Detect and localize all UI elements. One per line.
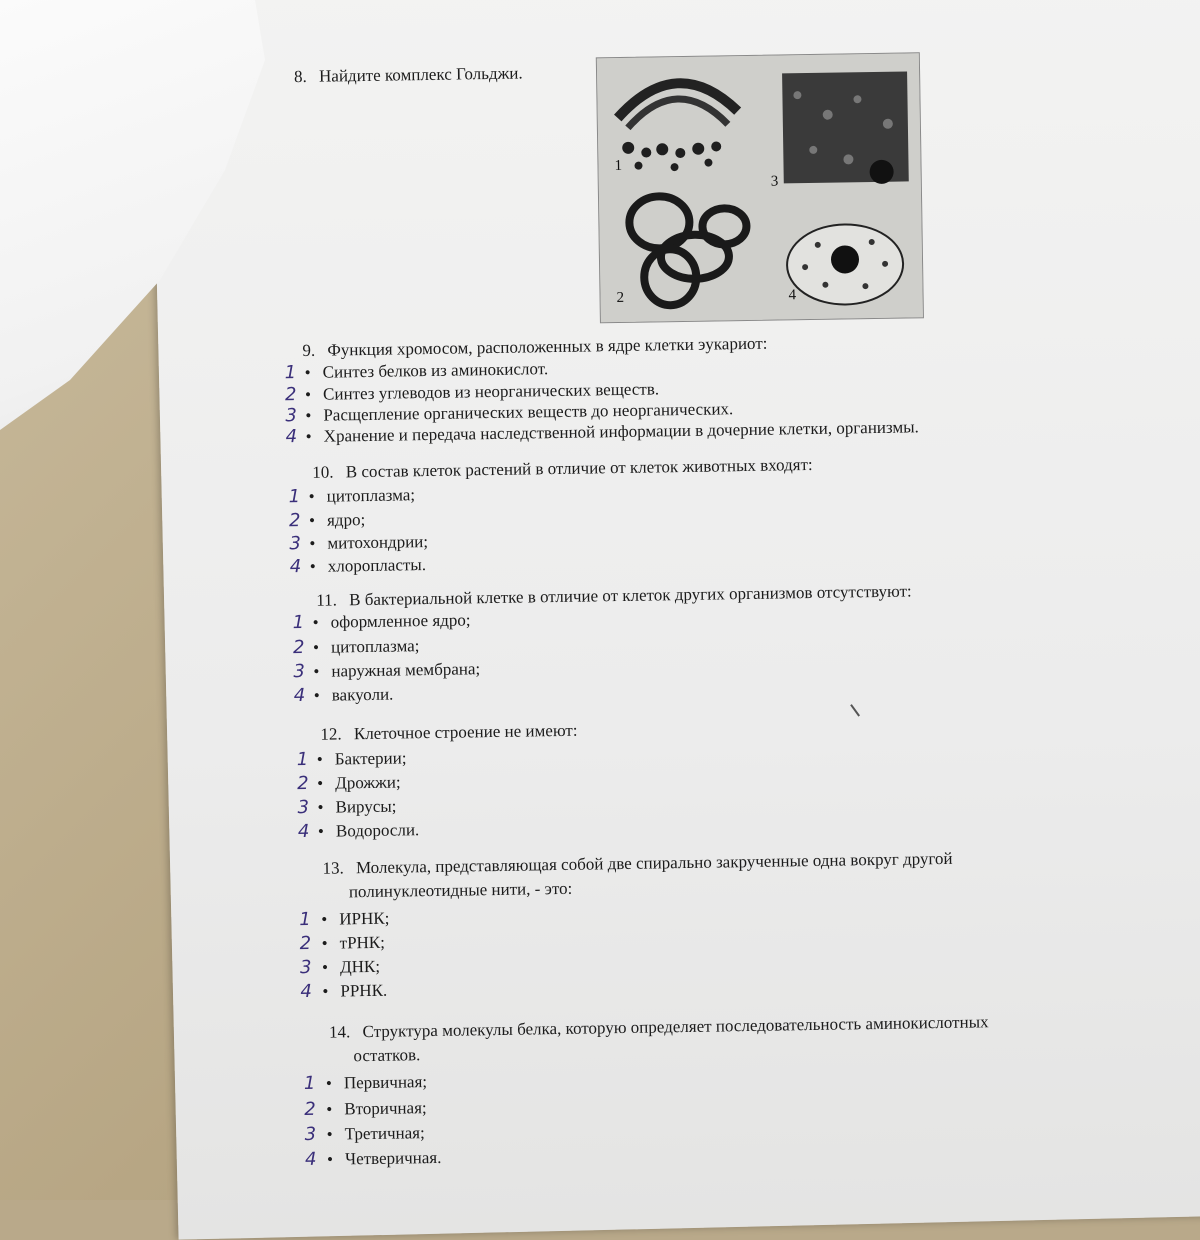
bullet-point: • (313, 661, 320, 681)
question-text: Клеточное строение не имеют: (353, 720, 578, 744)
bullet-point: • (326, 1149, 334, 1169)
q10-option-2: • ядро; (308, 510, 366, 530)
bullet-point: • (304, 362, 311, 382)
handwritten-number: 2 (284, 384, 297, 406)
handwritten-number: 3 (297, 796, 310, 819)
question-text: Структура молекулы белка, которую определяет последовательность аминокислотных (362, 1012, 989, 1042)
q9-option-3: • Расщепление органических веществ до неорганических. (305, 399, 734, 425)
q12-option-3: • Вирусы; (317, 796, 397, 817)
question-11 (316, 580, 912, 611)
bullet-point: • (321, 957, 329, 977)
question-number: 10. (312, 462, 334, 482)
q12-option-4: • Водоросли. (317, 820, 420, 841)
figure-label-1: 1 (614, 157, 623, 175)
handwritten-number: 1 (296, 748, 309, 771)
handwritten-number: 4 (289, 556, 302, 578)
handwritten-number: 1 (292, 611, 305, 634)
handwritten-number: 3 (289, 533, 302, 555)
bullet-point: • (326, 1099, 333, 1119)
handwritten-number: 3 (293, 660, 306, 683)
figure-label-4: 4 (788, 287, 797, 304)
handwritten-number: 2 (288, 510, 301, 532)
bullet-point: • (308, 510, 316, 530)
question-text: Найдите комплекс Гольджи. (318, 63, 523, 86)
handwritten-number: 2 (299, 932, 312, 955)
q13-option-4: • РРНК. (322, 980, 388, 1001)
q13-option-3: • ДНК; (321, 956, 381, 977)
bullet-point: • (305, 426, 312, 446)
q9-option-4: • Хранение и передача наследственной информации в дочерние клетки, организмы. (305, 417, 920, 446)
question-14-continuation (353, 1044, 420, 1067)
bullet-point: • (312, 612, 319, 632)
bullet-point: • (309, 556, 316, 576)
q13-option-1: • ИРНК; (321, 908, 390, 929)
bullet-point: • (321, 909, 328, 929)
handwritten-number: 4 (293, 684, 306, 707)
handwritten-number: 2 (292, 636, 305, 659)
bullet-point: • (316, 749, 323, 769)
pen-mark (850, 704, 860, 717)
handwritten-number: 3 (299, 956, 312, 979)
question-12 (320, 720, 577, 746)
question-13 (322, 848, 952, 880)
q11-option-3: • наружная мембрана; (313, 659, 481, 681)
bullet-point: • (325, 1073, 332, 1093)
q10-option-4: • хлоропласты. (309, 555, 427, 576)
handwritten-number: 2 (297, 772, 309, 795)
question-13-continuation (349, 878, 573, 904)
q13-option-2: • тРНК; (321, 932, 386, 953)
bullet-point: • (321, 933, 328, 953)
q11-option-4: • вакуоли. (313, 684, 394, 705)
figure-label-2: 2 (616, 289, 625, 307)
question-number: 9. (302, 340, 316, 360)
bullet-point: • (322, 981, 329, 1001)
q11-option-1: • оформленное ядро; (312, 610, 471, 632)
handwritten-number: 1 (288, 486, 301, 508)
bullet-point: • (309, 533, 316, 553)
question-text: остатков. (353, 1045, 421, 1066)
question-number: 14. (328, 1022, 351, 1042)
q14-option-1: • Первичная; (325, 1072, 428, 1093)
bullet-point: • (312, 637, 320, 657)
question-number: 12. (320, 724, 342, 744)
q11-option-2: • цитоплазма; (312, 636, 420, 657)
question-number: 13. (322, 858, 344, 878)
question-number: 11. (316, 590, 338, 610)
bullet-point: • (317, 821, 325, 841)
question-text: Функция хромосом, расположенных в ядре клетки эукариот: (327, 333, 768, 360)
golgi-micrograph-figure (596, 52, 924, 323)
bullet-point: • (317, 797, 324, 817)
bullet-point: • (326, 1124, 333, 1144)
handwritten-number: 4 (304, 1148, 317, 1171)
figure-label-3: 3 (770, 173, 779, 190)
question-text: полинуклеотидные нити, - это: (348, 878, 573, 902)
handwritten-number: 1 (284, 362, 297, 384)
q14-option-3: • Третичная; (326, 1123, 425, 1144)
handwritten-number: 4 (285, 426, 298, 448)
q12-option-2: • Дрожжи; (317, 772, 401, 793)
handwritten-number: 3 (304, 1123, 317, 1146)
question-number: 8. (293, 66, 307, 87)
bullet-point: • (313, 685, 320, 705)
handwritten-number: 1 (303, 1072, 316, 1095)
bullet-point: • (304, 384, 312, 404)
handwritten-number: 3 (285, 405, 298, 427)
question-text: Молекула, представляющая собой две спирально закрученные одна вокруг другой (355, 848, 953, 878)
micrograph-image (597, 53, 923, 322)
handwritten-number: 1 (299, 908, 311, 931)
q9-option-1: • Синтез белков из аминокислот. (304, 359, 549, 382)
question-14 (329, 1011, 989, 1043)
question-10 (312, 454, 813, 484)
handwritten-number: 2 (304, 1098, 316, 1121)
bullet-point: • (317, 773, 324, 793)
q12-option-1: • Бактерии; (316, 748, 407, 769)
handwritten-number: 4 (300, 980, 313, 1003)
q10-option-3: • митохондрии; (309, 532, 429, 553)
q14-option-4: • Четверичная. (326, 1147, 442, 1169)
q9-option-2: • Синтез углеводов из неорганических веществ. (304, 379, 660, 404)
q14-option-2: • Вторичная; (326, 1098, 427, 1119)
bullet-point: • (308, 486, 315, 506)
bullet-point: • (305, 405, 312, 425)
question-text: В состав клеток растений в отличие от клеток животных входят: (345, 454, 813, 482)
handwritten-number: 4 (297, 820, 310, 843)
q10-option-1: • цитоплазма; (308, 485, 416, 506)
question-8 (294, 62, 523, 88)
question-text: В бактериальной клетке в отличие от клеток других организмов отсутствуют: (349, 581, 912, 610)
